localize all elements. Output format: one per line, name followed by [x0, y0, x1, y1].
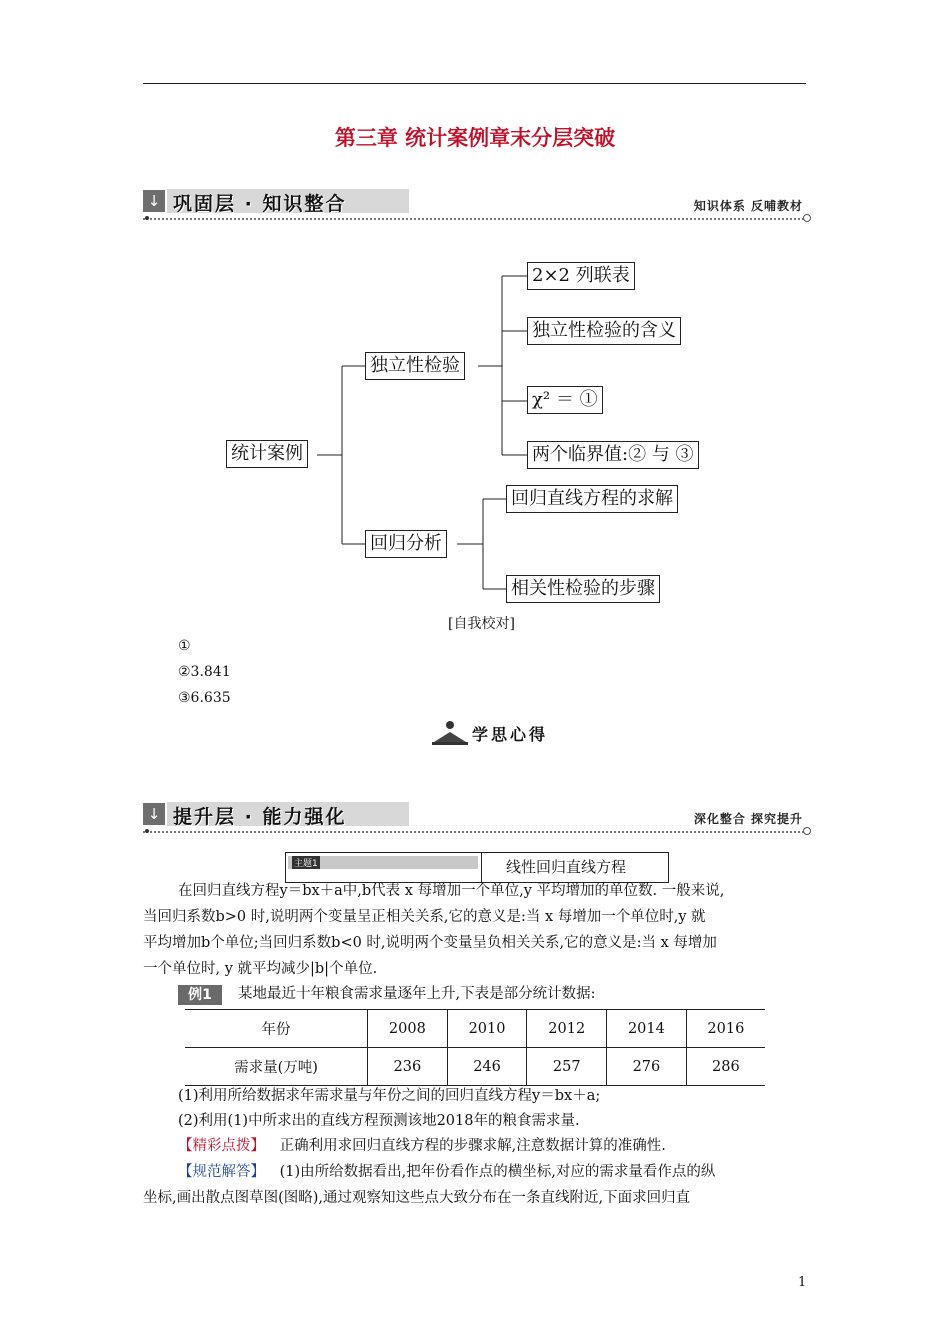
table-cell: 2012: [527, 1010, 607, 1048]
table-cell: 2016: [686, 1010, 765, 1048]
solution-line-1: [178, 1159, 715, 1185]
answer-1: ①: [178, 638, 191, 654]
question-2: (2)利用(1)中所求出的直线方程预测该地2018年的粮食需求量.: [178, 1113, 580, 1129]
banner-label: 巩固层 · 知识整合: [173, 193, 347, 215]
intro-line-2: 当回归系数b>0 时,说明两个变量呈正相关关系,它的意义是:当 x 每增加一个单位时,y 就: [143, 909, 706, 925]
solution-line-2: 坐标,画出散点图草图(图略),通过观察知这些点大致分布在一条直线附近,下面求回归直: [143, 1190, 691, 1206]
answer-3: ③6.635: [178, 690, 231, 706]
page-number: 1: [798, 1275, 807, 1290]
solution-label: 【规范解答】: [178, 1164, 265, 1180]
study-notes-label: 学思心得: [472, 725, 549, 744]
down-arrow-icon: ↓: [143, 190, 165, 212]
mindmap-leaf-regression-line: 回归直线方程的求解: [506, 485, 678, 513]
section-banner-improve: [143, 799, 813, 843]
question-1: (1)利用所给数据求年需求量与年份之间的回归直线方程y＝bx＋a;: [178, 1088, 601, 1104]
table-cell: 2010: [447, 1010, 527, 1048]
table-cell: 236: [368, 1048, 448, 1086]
topic-title: 线性回归直线方程: [506, 858, 627, 876]
hint-label: 【精彩点拨】: [178, 1138, 265, 1154]
banner-end-dot-icon: [803, 827, 811, 835]
hint-line: [178, 1133, 666, 1159]
intro-line-4: 一个单位时, y 就平均减少|b|个单位.: [143, 961, 378, 977]
mindmap-leaf-correlation-steps: 相关性检验的步骤: [506, 575, 660, 603]
hint-text: 正确利用求回归直线方程的步骤求解,注意数据计算的准确性.: [279, 1138, 666, 1154]
table-row: [185, 1048, 765, 1086]
banner-subtitle: 知识体系 反哺教材: [693, 199, 803, 213]
mindmap-root: 统计案例: [226, 440, 308, 468]
chapter-title: 第三章 统计案例章末分层突破: [334, 126, 616, 150]
banner-subtitle: 深化整合 探究提升: [693, 812, 803, 826]
mindmap-branch-regression: 回归分析: [365, 530, 447, 558]
table-cell: 257: [527, 1048, 607, 1086]
table-cell: 年份: [185, 1010, 368, 1048]
mindmap-leaf-meaning: 独立性检验的含义: [527, 317, 681, 345]
table-cell: 286: [686, 1048, 765, 1086]
mindmap-branch-independence: 独立性检验: [365, 352, 465, 380]
self-check-heading: [自我校对]: [448, 616, 515, 632]
banner-label: 提升层 · 能力强化: [173, 806, 347, 828]
intro-line-1: 在回归直线方程y＝bx＋a中,b代表 x 每增加一个单位,y 平均增加的单位数. 一般来说,: [178, 883, 725, 899]
intro-line-3: 平均增加b个单位;当回归系数b<0 时,说明两个变量呈负相关关系,它的意义是:当 x 每增加: [143, 935, 717, 951]
down-arrow-icon: ↓: [143, 803, 165, 825]
example-text: 某地最近十年粮食需求量逐年上升,下表是部分统计数据:: [238, 986, 596, 1002]
grain-demand-table: [185, 1009, 765, 1086]
table-cell: 需求量(万吨): [185, 1048, 368, 1086]
answer-2: ②3.841: [178, 664, 231, 680]
table-row: [185, 1010, 765, 1048]
table-cell: 2008: [368, 1010, 448, 1048]
mindmap-leaf-chi-square: χ² ＝ ①: [527, 386, 603, 414]
reading-person-icon: [430, 720, 470, 746]
example-label: 例1: [178, 985, 222, 1005]
table-cell: 2014: [607, 1010, 687, 1048]
topic-tag: 主题1: [292, 856, 320, 869]
mindmap-connectors: [0, 0, 950, 640]
table-cell: 276: [607, 1048, 687, 1086]
mindmap-leaf-critical-values: 两个临界值:② 与 ③: [527, 441, 699, 469]
table-cell: 246: [447, 1048, 527, 1086]
mindmap-leaf-contingency: 2×2 列联表: [527, 262, 635, 290]
solution-text-1: (1)由所给数据看出,把年份看作点的横坐标,对应的需求量看作点的纵: [279, 1164, 716, 1180]
